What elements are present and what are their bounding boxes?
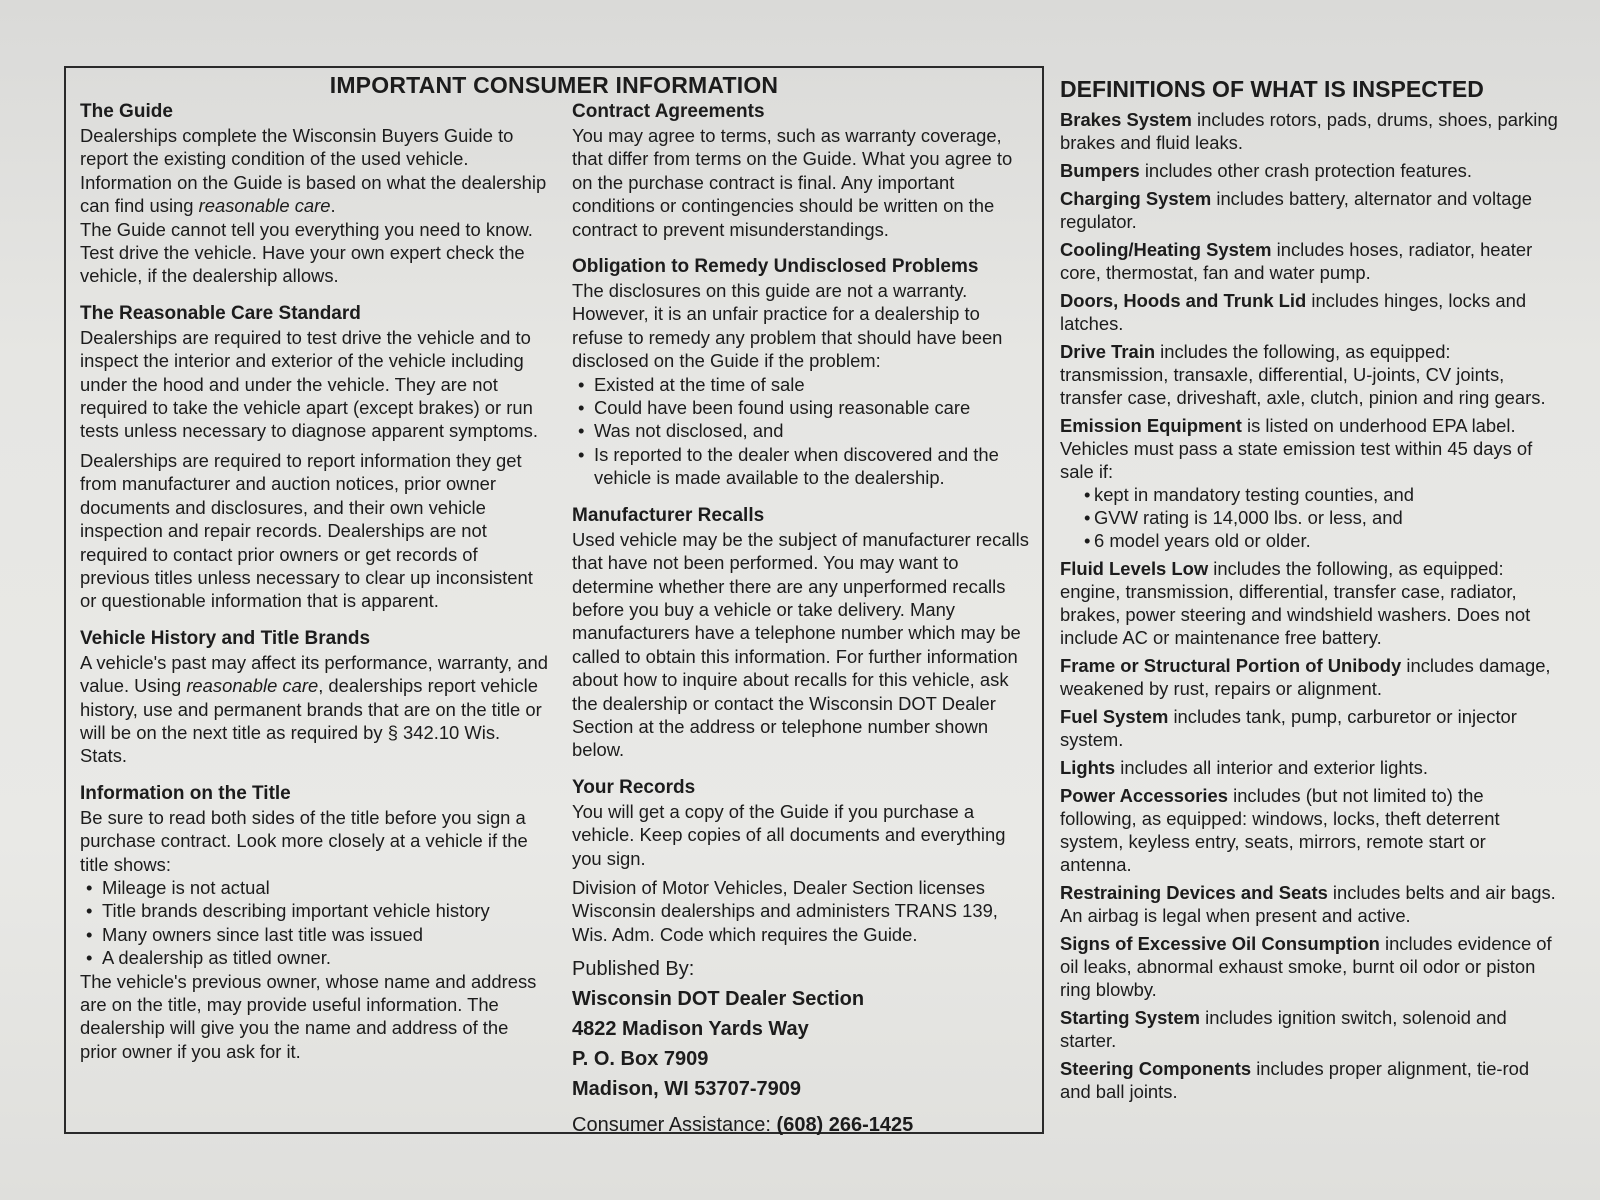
list-item: • Title brands describing important vehicle history	[80, 899, 550, 922]
text: .	[330, 195, 336, 217]
definition-text: is listed on underhood EPA label. Vehicles must pass a state emission test within 45 days of sale if:	[1060, 415, 1533, 482]
definition-term: Doors, Hoods and Trunk Lid	[1060, 290, 1307, 311]
section-heading: Obligation to Remedy Undisclosed Problems	[572, 256, 979, 278]
section-reasonable-care	[80, 302, 550, 613]
paragraph: Dealerships are required to test drive the vehicle and to inspect the interior and exterior of the vehicle including under the hood and under the vehicle. They are not required to take the vehicle apart (except brakes) or run tests unless necessary to diagnose apparent symptoms.	[80, 326, 538, 442]
definition-text: includes hoses, radiator, heater core, thermostat, fan and water pump.	[1060, 239, 1533, 283]
definition-term: Bumpers	[1060, 160, 1140, 181]
list-item: • GVW rating is 14,000 lbs. or less, and	[1060, 506, 1560, 529]
definition-term: Cooling/Heating System	[1060, 239, 1272, 260]
section-contract	[572, 100, 1036, 241]
definition-term: Fluid Levels Low	[1060, 558, 1209, 579]
definition-term: Drive Train	[1060, 341, 1156, 362]
paragraph: Dealerships are required to report information they get from manufacturer and auction notices, prior owner documents and disclosures, and their own vehicle inspection and repair records. Dealerships are not required to contact prior owners or get records of previous titles unless necessary to clear up inconsistent or questionable information that is apparent.	[80, 449, 533, 612]
definition-text: includes all interior and exterior lights.	[1115, 757, 1428, 778]
definition-text: includes (but not limited to) the following, as equipped: windows, locks, theft deterrent system, keyless entry, seats, mirrors, remote start or antenna.	[1060, 785, 1500, 875]
definition-steering	[1060, 1057, 1560, 1103]
definition-starting	[1060, 1006, 1560, 1052]
definition-bumpers	[1060, 159, 1560, 182]
text: A vehicle's past may affect its performance, warranty, and value. Using	[80, 651, 548, 697]
paragraph: The disclosures on this guide are not a warranty. However, it is an unfair practice for a dealership to refuse to remedy any problem that should have been disclosed on the Guide if the problem:	[572, 280, 1003, 372]
list-item: • Could have been found using reasonable care	[572, 396, 1036, 419]
publisher-city: Madison, WI 53707-7909	[572, 1078, 801, 1101]
paragraph: The Guide cannot tell you everything you need to know. Test drive the vehicle. Have your own expert check the vehicle, if the dealership allows.	[80, 218, 533, 287]
section-obligation	[572, 255, 1036, 490]
section-heading: The Reasonable Care Standard	[80, 302, 361, 324]
paragraph: You will get a copy of the Guide if you purchase a vehicle. Keep copies of all documents and everything you sign.	[572, 800, 1006, 869]
definitions-title: DEFINITIONS OF WHAT IS INSPECTED	[1060, 76, 1484, 102]
definition-drive-train	[1060, 340, 1560, 409]
bullet-list	[572, 373, 1036, 490]
assistance-label: Consumer Assistance:	[572, 1114, 777, 1137]
paragraph: Be sure to read both sides of the title before you sign a purchase contract. Look more closely at a vehicle if the title shows:	[80, 806, 528, 875]
definition-frame	[1060, 654, 1560, 700]
definition-term: Brakes System	[1060, 109, 1192, 130]
text: , dealerships report vehicle history, use and permanent brands that are on the title or will be on the next title as required by § 342.10 Wis. Stats.	[80, 675, 542, 767]
definition-term: Emission Equipment	[1060, 415, 1242, 436]
list-item: • 6 model years old or older.	[1060, 529, 1560, 552]
list-item: • Was not disclosed, and	[572, 419, 1036, 442]
assistance-phone: (608) 266-1425	[776, 1114, 914, 1137]
definition-term: Signs of Excessive Oil Consumption	[1060, 933, 1380, 954]
list-item: • kept in mandatory testing counties, and	[1060, 483, 1560, 506]
definition-fluid-levels	[1060, 557, 1560, 649]
section-records	[572, 776, 1036, 946]
definition-brakes	[1060, 108, 1560, 154]
section-vehicle-history	[80, 627, 550, 768]
definition-text: includes the following, as equipped: engine, transmission, differential, transfer case, radiator, brakes, power steering and windshield washers. Does not include AC or maintenance free battery.	[1060, 558, 1531, 648]
paragraph: Division of Motor Vehicles, Dealer Section licenses Wisconsin dealerships and administers TRANS 139, Wis. Adm. Code which requires the Guide.	[572, 876, 998, 945]
definition-term: Frame or Structural Portion of Unibody	[1060, 655, 1402, 676]
paragraph: Used vehicle may be the subject of manufacturer recalls that have not been performed. You may want to determine whether there are any unperformed recalls before you buy a vehicle or take delivery. Many manufacturers have a telephone number which may be called to obtain this information. For further information about how to inquire about recalls for this vehicle, ask the dealership or contact the Wisconsin DOT Dealer Section at the address or telephone number shown below.	[572, 528, 1029, 761]
definition-restraining	[1060, 881, 1560, 927]
section-recalls	[572, 504, 1036, 762]
consumer-info-box	[64, 66, 1044, 1137]
section-title-info	[80, 782, 550, 1063]
text: Dealerships complete the Wisconsin Buyers Guide to report the existing condition of the used vehicle. Information on the Guide is based on what the dealership can find using	[80, 125, 547, 217]
published-by-label: Published By:	[572, 958, 695, 981]
paragraph	[80, 651, 550, 768]
definition-term: Fuel System	[1060, 706, 1169, 727]
definition-oil-consumption	[1060, 932, 1560, 1001]
left-column	[80, 100, 550, 1077]
emphasis-text: reasonable care	[198, 195, 331, 217]
publisher-street: 4822 Madison Yards Way	[572, 1018, 809, 1041]
definition-doors	[1060, 289, 1560, 335]
section-heading: Manufacturer Recalls	[572, 504, 765, 526]
box-title: IMPORTANT CONSUMER INFORMATION	[329, 72, 779, 98]
middle-column	[572, 100, 1036, 1140]
definition-text: includes rotors, pads, drums, shoes, parking brakes and fluid leaks.	[1060, 109, 1558, 153]
definition-power-accessories	[1060, 784, 1560, 876]
emphasis-text: reasonable care	[186, 675, 319, 697]
definition-term: Charging System	[1060, 188, 1212, 209]
definition-term: Power Accessories	[1060, 785, 1228, 806]
list-item: • Is reported to the dealer when discovered and the vehicle is made available to the dealership.	[572, 443, 1036, 490]
emission-bullet-list	[1060, 483, 1560, 552]
definition-text: includes other crash protection features.	[1139, 160, 1472, 181]
paragraph: You may agree to terms, such as warranty coverage, that differ from terms on the Guide. What you agree to on the purchase contract is final. Any important conditions or contingencies should be written on the contract to prevent misunderstandings.	[572, 125, 1013, 240]
definition-lights	[1060, 756, 1560, 779]
list-item: • A dealership as titled owner.	[80, 946, 550, 969]
definition-text: includes battery, alternator and voltage regulator.	[1060, 188, 1532, 232]
paragraph	[80, 124, 550, 218]
definition-text: includes evidence of oil leaks, abnormal exhaust smoke, burnt oil odor or piston ring blowby.	[1060, 933, 1552, 1000]
definition-text: includes tank, pump, carburetor or injector system.	[1060, 706, 1517, 750]
definitions-column	[1060, 74, 1560, 1108]
definition-term: Starting System	[1060, 1007, 1201, 1028]
definition-term: Restraining Devices and Seats	[1060, 882, 1328, 903]
section-heading: Contract Agreements	[572, 101, 765, 122]
definition-fuel	[1060, 705, 1560, 751]
list-item: • Mileage is not actual	[80, 876, 550, 899]
definition-text: includes belts and air bags. An airbag is legal when present and active.	[1060, 882, 1556, 926]
definition-text: includes proper alignment, tie-rod and ball joints.	[1060, 1058, 1530, 1102]
publisher-pobox: P. O. Box 7909	[572, 1048, 709, 1071]
section-heading: The Guide	[80, 101, 173, 122]
definition-text: includes hinges, locks and latches.	[1060, 290, 1527, 334]
paragraph: The vehicle's previous owner, whose name and address are on the title, may provide useful information. The dealership will give you the name and address of the prior owner if you ask for it.	[80, 970, 537, 1062]
consumer-assistance	[572, 1110, 1036, 1140]
section-heading: Your Records	[572, 776, 696, 798]
section-heading: Vehicle History and Title Brands	[80, 627, 371, 649]
definition-term: Lights	[1060, 757, 1116, 778]
definition-charging	[1060, 187, 1560, 233]
publisher-block	[572, 954, 1036, 1140]
definition-text: includes ignition switch, solenoid and starter.	[1060, 1007, 1507, 1051]
definition-term: Steering Components	[1060, 1058, 1252, 1079]
definition-cooling	[1060, 238, 1560, 284]
definition-text: includes damage, weakened by rust, repairs or alignment.	[1060, 655, 1551, 699]
definition-emission	[1060, 414, 1560, 552]
definition-text: includes the following, as equipped: transmission, transaxle, differential, U-joints, CV joints, transfer case, driveshaft, axle, clutch, pinion and ring gears.	[1060, 341, 1546, 408]
section-the-guide	[80, 100, 550, 288]
bullet-list	[80, 876, 550, 970]
publisher-name: Wisconsin DOT Dealer Section	[572, 988, 865, 1011]
section-heading: Information on the Title	[80, 782, 291, 804]
list-item: • Existed at the time of sale	[572, 373, 1036, 396]
list-item: • Many owners since last title was issued	[80, 923, 550, 946]
